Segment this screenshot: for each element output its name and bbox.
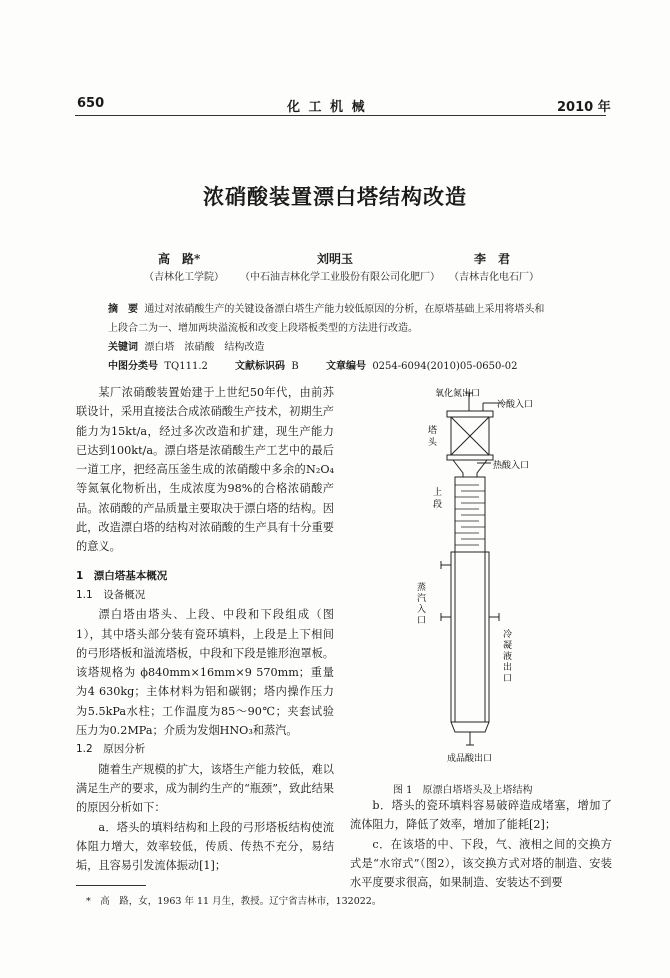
text-line: 能力已达到100kt/a。漂白塔是浓硝酸生产工艺 (76, 424, 334, 457)
author-3: 李 君 (474, 252, 511, 266)
label-steam-inlet: 蒸汽入口 (417, 583, 427, 626)
text-line: 压力为5.5kPa水柱；工作温度为85～90℃；夹套 (76, 685, 334, 718)
text-line: 罩板。该塔规格为 ϕ840mm×16mm×9 570mm； (76, 646, 334, 680)
article-no-label: 文章编号 (325, 361, 366, 372)
year: 2010 年 (557, 100, 611, 115)
text-line: 中的最后一道工序，把经高压釜生成的浓硝酸中 (76, 443, 334, 477)
section-1-1-paragraph (76, 605, 334, 740)
abstract-label: 摘 要 (108, 304, 138, 315)
affiliation-1: （吉林化工学院） (144, 272, 224, 283)
text-line: 以满足生产的要求，成为制约生产的“瓶颈”，致 (76, 762, 334, 795)
header-rule (75, 115, 606, 116)
right-column (350, 796, 612, 892)
author-2: 刘明玉 (317, 252, 354, 266)
clc-value: TQ111.2 (164, 361, 208, 372)
affiliation-2: （中石油吉林化学工业股份有限公司化肥厂） (240, 272, 440, 283)
label-product-acid-outlet: 成品酸出口 (447, 754, 493, 764)
footnote-rule (76, 885, 146, 886)
abstract-text-1: 通过对浓硝酸生产的关键设备漂白塔生产能力较低原因的分析，在原塔基础上采用将塔头和 (144, 304, 545, 315)
text-line: 生产能力为15kt/a，经过多次改造和扩建，现生产 (76, 405, 334, 438)
text-line: 式是“水帘式”（图2），该交换方式对塔的制造、 (350, 856, 590, 870)
text-line: a．塔头的填料结构和上段的弓形塔板结构 (98, 820, 312, 834)
journal-name: 化 工 机 械 (287, 100, 367, 115)
text-line: 使流体阻力增大，效率较低，传质、传热不充分，易 (76, 820, 334, 853)
text-line: 硝酸的生产具有十分重要的意义。 (76, 521, 334, 554)
text-line: 1），其中塔头部分装有瓷环填料，上段是上下相 (76, 627, 323, 641)
section-1-2-heading: 1.2 原因分析 (76, 743, 146, 756)
doc-code-value: B (291, 361, 299, 372)
item-c-paragraph (350, 835, 612, 893)
affiliation-3: （吉林吉化电石厂） (449, 272, 539, 283)
text-line: 某厂浓硝酸装置始建于上世纪50年代，由前 (98, 386, 323, 399)
text-line: 的合格浓硝酸产品。浓硝酸的产品质量主要取决 (76, 482, 334, 515)
text-line: 重量为4 630kg；主体材料为铝和碳钢；塔内操作 (76, 666, 334, 699)
label-tower-head: 塔头 (428, 426, 438, 448)
label-nox-outlet: 氧化氮出口 (435, 389, 481, 399)
label-upper-section: 上段 (433, 488, 443, 510)
text-line: b．塔头的瓷环填料容易破碎造成堵塞，增 (372, 799, 590, 812)
item-b-paragraph (350, 796, 612, 835)
page-number: 650 (77, 96, 105, 111)
clc-label: 中图分类号 (108, 361, 158, 372)
left-column (76, 383, 334, 875)
tower-diagram (395, 385, 600, 765)
text-line: 随着生产规模的扩大，该塔生产能力较低，难 (98, 762, 323, 776)
text-line: 苏联设计，采用直接法合成浓硝酸生产技术，初期 (76, 386, 334, 419)
text-line: 多余的N₂O₄等氮氧化物析出，生成浓度为98% (76, 463, 334, 496)
text-line: 间的弓形塔板和溢流塔板，中段和下段是锥形泡 (76, 627, 334, 660)
footnote: * 高 路，女，1963 年 11 月生，教授。辽宁省吉林市，132022。 (86, 896, 382, 907)
intro-paragraph (76, 383, 334, 557)
keywords: 漂白塔 浓硝酸 结构改造 (144, 342, 265, 353)
article-no-value: 0254-6094(2010)05-0650-02 (372, 361, 518, 372)
doc-code-label: 文献标识码 (235, 361, 286, 372)
author-1: 高 路* (158, 252, 201, 266)
text-line: 于漂白塔的结构。因此，改造漂白塔的结构对浓 (76, 501, 334, 535)
abstract-text-2: 上段合二为一、增加两块溢流板和改变上段塔板类型的方法进行改造。 (108, 323, 418, 334)
text-line: 结垢，且容易引发流体振动[1]； (76, 839, 334, 873)
abstract-block (108, 300, 588, 376)
section-1-heading: 1 漂白塔基本概况 (76, 569, 168, 582)
label-hot-acid-inlet: 热酸入口 (493, 461, 530, 471)
text-line: 漂白塔由塔头、上段、中段和下段组成（图 (98, 608, 334, 622)
section-1-1-heading: 1.1 设备概况 (76, 588, 146, 601)
label-condensate-outlet: 冷凝液出口 (503, 630, 513, 684)
text-line: 加了流体阻力，降低了效率，增加了能耗[2]； (350, 799, 612, 832)
label-cold-acid-inlet: 冷酸入口 (497, 400, 534, 410)
keywords-label: 关键词 (108, 342, 138, 353)
section-1-2-paragraph (76, 760, 334, 818)
text-line: c．在该塔的中、下段，气、液相之间的交换方 (372, 837, 612, 851)
text-line: 此结果的原因分析如下： (76, 781, 334, 815)
text-line: 试验压力为0.2MPa；介质为发烟HNO₃和蒸汽。 (76, 704, 334, 738)
text-line: 安装水平度要求很高，如果制造、安装达不到要 (350, 856, 612, 890)
item-a-paragraph (76, 818, 334, 876)
paper-title: 浓硝酸装置漂白塔结构改造 (203, 185, 467, 209)
figure-caption: 图 1 原漂白塔塔头及上塔结构 (393, 785, 533, 796)
